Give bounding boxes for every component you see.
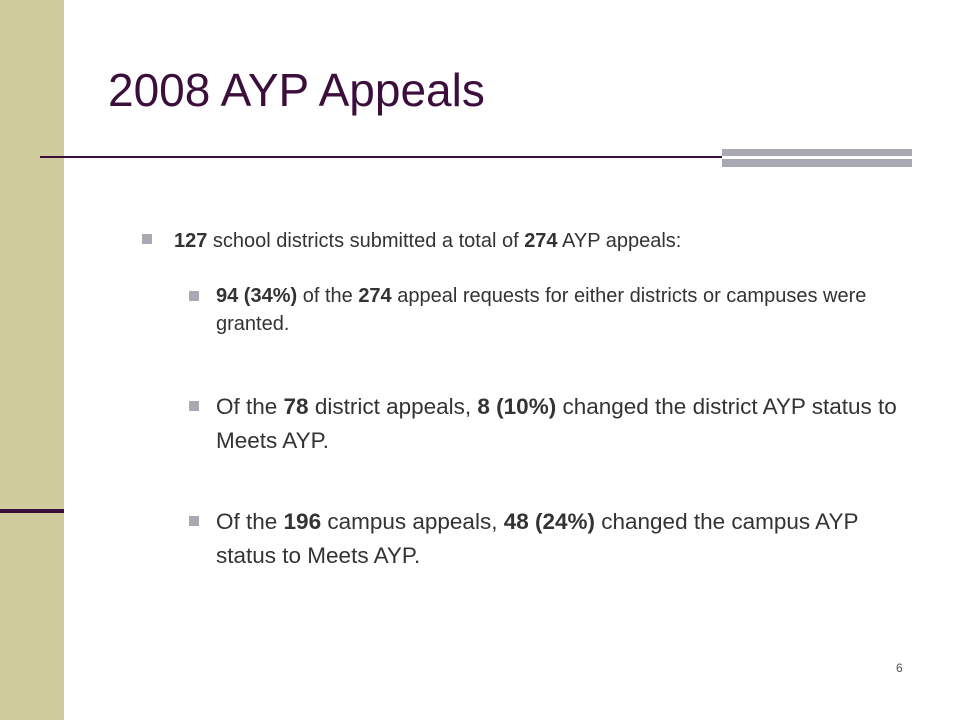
main-bullet-text xyxy=(174,226,914,256)
sub-bullet-campus xyxy=(216,505,906,573)
district-changed-count: 8 (10%) xyxy=(477,394,557,419)
appeal-total: 274 xyxy=(524,230,558,252)
sub3-text-1: campus appeals, xyxy=(321,509,504,534)
title-accent-gap xyxy=(722,156,912,159)
sub2-text-2: changed the district AYP status to Meets AYP. xyxy=(216,394,897,453)
sub2-text-1: district appeals, xyxy=(308,394,478,419)
main-text-2: AYP appeals: xyxy=(557,230,682,252)
main-text-1: school districts submitted a total of xyxy=(207,230,525,252)
granted-count: 94 (34%) xyxy=(216,285,298,307)
campus-changed-count: 48 (24%) xyxy=(503,509,595,534)
sub-bullet-granted xyxy=(216,282,906,338)
slide-title: 2008 AYP Appeals xyxy=(108,64,485,116)
sub3-text-2: changed the campus AYP status to Meets AYP. xyxy=(216,509,859,568)
bullet-square-icon xyxy=(189,516,199,526)
appeal-total-2: 274 xyxy=(358,285,392,307)
bullet-square-icon xyxy=(189,291,199,301)
sub-bullet-district xyxy=(216,390,906,458)
district-count: 127 xyxy=(174,230,208,252)
page-number: 6 xyxy=(896,661,903,675)
sub2-text-0: Of the xyxy=(216,394,284,419)
campus-appeal-count: 196 xyxy=(283,509,322,534)
bullet-square-icon xyxy=(189,401,199,411)
left-sidebar-band xyxy=(0,0,64,720)
district-appeal-count: 78 xyxy=(283,394,309,419)
sub3-text-0: Of the xyxy=(216,509,284,534)
sidebar-divider xyxy=(0,509,64,513)
sub1-text-1: of the xyxy=(297,285,359,307)
sub1-text-2: appeal requests for either districts or campuses were granted. xyxy=(216,285,867,335)
bullet-square-icon xyxy=(142,234,152,244)
